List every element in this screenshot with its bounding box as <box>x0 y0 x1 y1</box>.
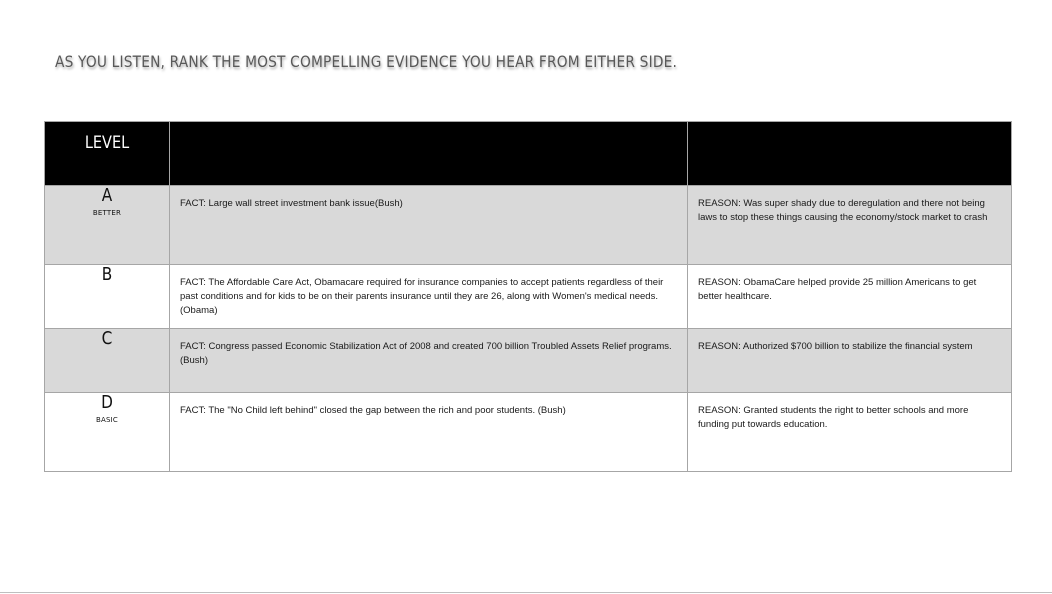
fact-cell[interactable] <box>170 329 688 393</box>
level-letter: B <box>101 264 113 285</box>
reason-text: REASON: Was super shady due to deregulation and there not being laws to stop these things causing the economy/stock market to crash <box>698 198 988 223</box>
header-reason-cell <box>688 122 1012 186</box>
header-level-cell <box>45 122 170 186</box>
level-cell <box>45 265 170 329</box>
header-level-label: LEVEL <box>84 133 130 153</box>
fact-text: FACT: The "No Child left behind" closed the gap between the rich and poor students. (Bush) <box>180 405 566 416</box>
fact-text: FACT: Large wall street investment bank issue(Bush) <box>180 198 403 209</box>
fact-text: FACT: Congress passed Economic Stabilization Act of 2008 and created 700 billion Troubled Assets Relief programs. (Bush) <box>180 341 672 366</box>
reason-cell[interactable] <box>688 186 1012 265</box>
level-letter: C <box>101 328 113 349</box>
table-header-row <box>45 122 1012 186</box>
level-letter: A <box>101 185 113 206</box>
ranking-table <box>44 121 1012 472</box>
table-row <box>45 393 1012 472</box>
header-fact-cell <box>170 122 688 186</box>
level-cell <box>45 329 170 393</box>
fact-text: FACT: The Affordable Care Act, Obamacare required for insurance companies to accept patients regardless of their past conditions and for kids to be on their parents insurance until they are 26, along with Women's medical needs. (Obama) <box>180 277 664 316</box>
fact-cell[interactable] <box>170 265 688 329</box>
level-sublabel: BETTER <box>92 209 122 217</box>
slide-bottom-divider <box>0 592 1052 593</box>
reason-text: REASON: Granted students the right to better schools and more funding put towards education. <box>698 405 969 430</box>
table-row <box>45 186 1012 265</box>
fact-cell[interactable] <box>170 186 688 265</box>
level-cell <box>45 393 170 472</box>
reason-cell[interactable] <box>688 329 1012 393</box>
level-letter: D <box>101 392 113 413</box>
reason-text: REASON: Authorized $700 billion to stabilize the financial system <box>698 341 973 352</box>
reason-cell[interactable] <box>688 393 1012 472</box>
fact-cell[interactable] <box>170 393 688 472</box>
table-row <box>45 329 1012 393</box>
reason-cell[interactable] <box>688 265 1012 329</box>
table-row <box>45 265 1012 329</box>
reason-text: REASON: ObamaCare helped provide 25 million Americans to get better healthcare. <box>698 277 977 302</box>
page-title: AS YOU LISTEN, RANK THE MOST COMPELLING EVIDENCE YOU HEAR FROM EITHER SIDE. <box>55 52 677 71</box>
level-cell <box>45 186 170 265</box>
level-sublabel: BASIC <box>96 416 118 424</box>
